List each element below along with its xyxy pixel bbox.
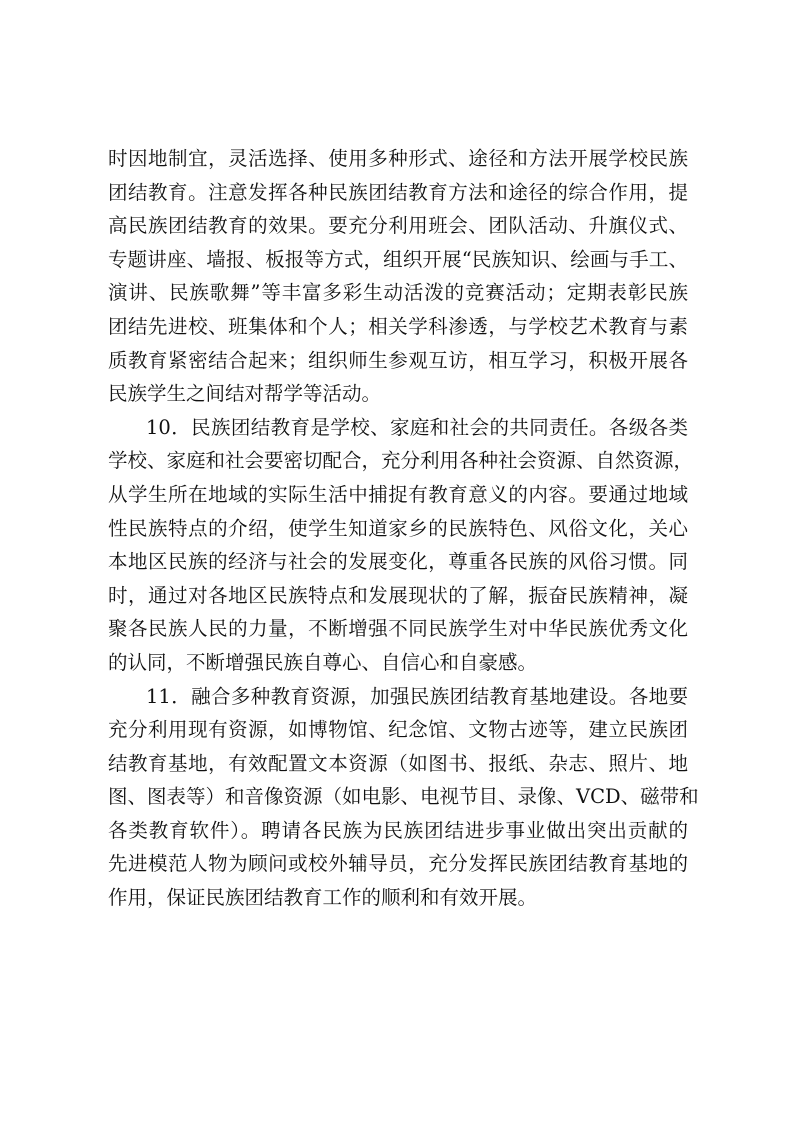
text-line: 演讲、民族歌舞”等丰富多彩生动活泼的竞赛活动；定期表彰民族 [108, 281, 688, 305]
text-line: 作用，保证民族团结教育工作的顺利和有效开展。 [108, 886, 538, 910]
text-line: 学校、家庭和社会要密切配合，充分利用各种社会资源、自然资源， [108, 449, 694, 473]
text-line: 先进模范人物为顾问或校外辅导员，充分发挥民族团结教育基地的 [108, 852, 688, 876]
text-line: 专题讲座、墙报、板报等方式，组织开展“民族知识、绘画与手工、 [108, 247, 688, 271]
text-line: 本地区民族的经济与社会的发展变化，尊重各民族的风俗习惯。同 [108, 550, 688, 574]
body-text [108, 142, 699, 915]
text-line: 时，通过对各地区民族特点和发展现状的了解，振奋民族精神，凝 [108, 583, 688, 607]
text-line: 性民族特点的介绍，使学生知道家乡的民族特色、风俗文化，关心 [108, 516, 688, 540]
paragraph-first-line: 10．民族团结教育是学校、家庭和社会的共同责任。各级各类 [146, 415, 688, 439]
text-line: 高民族团结教育的效果。要充分利用班会、团队活动、升旗仪式、 [108, 214, 688, 238]
text-line: 民族学生之间结对帮学等活动。 [108, 382, 382, 406]
text-line: 结教育基地，有效配置文本资源（如图书、报纸、杂志、照片、地 [108, 751, 688, 775]
text-line: 质教育紧密结合起来；组织师生参观互访，相互学习，积极开展各 [108, 348, 688, 372]
text-line: 聚各民族人民的力量，不断增强不同民族学生对中华民族优秀文化 [108, 617, 688, 641]
text-line: 的认同，不断增强民族自尊心、自信心和自豪感。 [108, 650, 538, 674]
paragraph-first-line: 11．融合多种教育资源，加强民族团结教育基地建设。各地要 [146, 684, 688, 708]
text-line: 从学生所在地域的实际生活中捕捉有教育意义的内容。要通过地域 [108, 482, 688, 506]
text-line: 团结先进校、班集体和个人；相关学科渗透，与学校艺术教育与素 [108, 314, 688, 338]
text-line: 图、图表等）和音像资源（如电影、电视节目、录像、VCD、磁带和 [108, 785, 699, 809]
text-line: 时因地制宜，灵活选择、使用多种形式、途径和方法开展学校民族 [108, 147, 688, 170]
text-line: 团结教育。注意发挥各种民族团结教育方法和途径的综合作用，提 [108, 180, 688, 204]
text-line: 各类教育软件）。聘请各民族为民族团结进步事业做出突出贡献的 [108, 818, 688, 842]
text-line: 充分利用现有资源，如博物馆、纪念馆、文物古迹等，建立民族团 [108, 718, 688, 742]
